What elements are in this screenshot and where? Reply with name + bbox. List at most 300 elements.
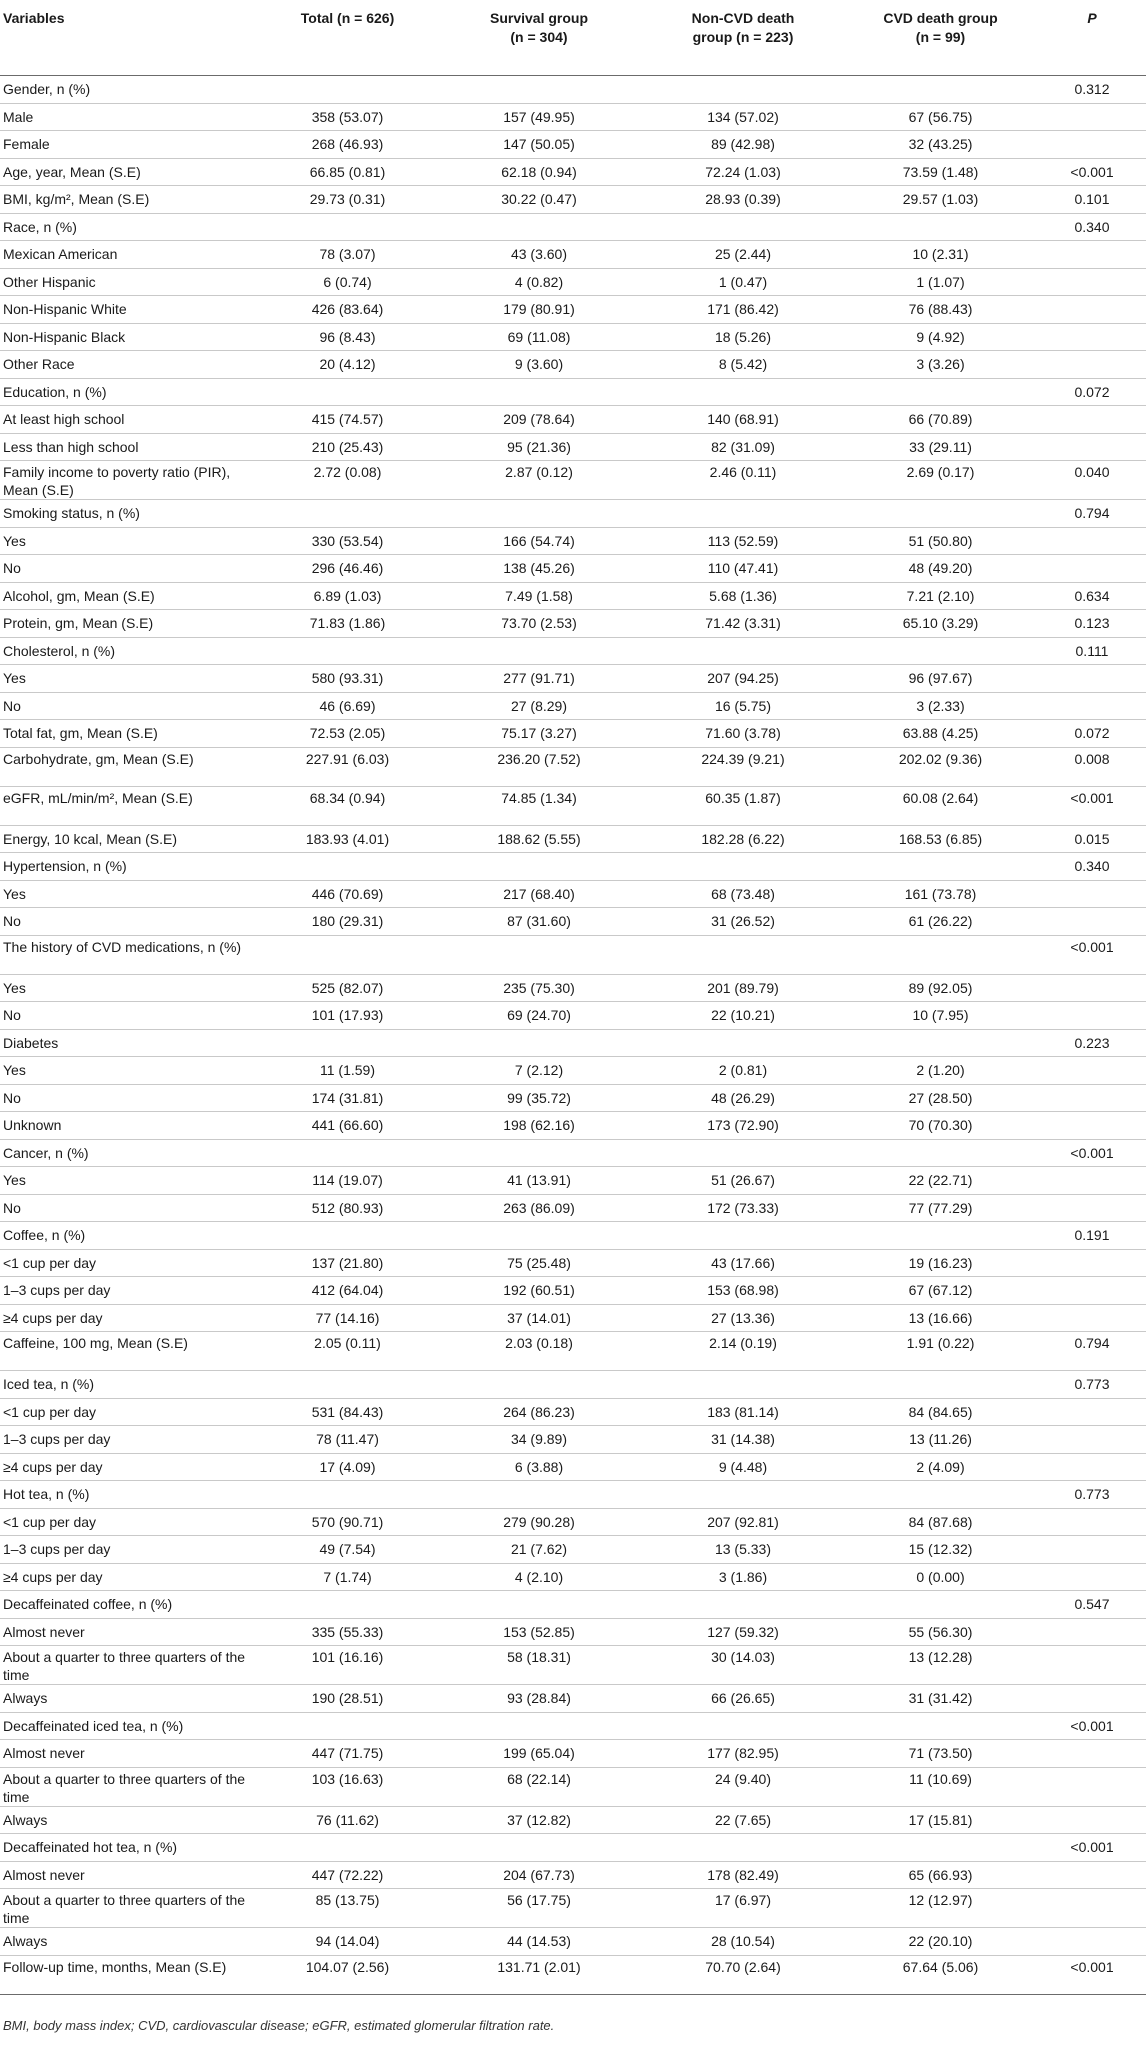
table-row: [0, 1084, 1146, 1112]
table-row: [0, 1712, 1146, 1740]
cell-noncvd: 1 (0.47): [718, 273, 768, 290]
cell-p: [1038, 103, 1146, 131]
row-label: 1–3 cups per day: [3, 1431, 111, 1448]
table-row: [0, 1426, 1146, 1454]
cell-total: 426 (83.64): [311, 301, 384, 318]
table-row: [0, 1806, 1146, 1834]
cell-p: <0.001: [1070, 1839, 1114, 1856]
cell-total: 531 (84.43): [311, 1403, 384, 1420]
cell-cvd: 67 (67.12): [908, 1282, 973, 1299]
cell-noncvd: 51 (26.67): [711, 1172, 775, 1189]
cell-survival: 264 (86.23): [503, 1403, 575, 1420]
cell-p: [1038, 433, 1146, 461]
cell-cvd: 65.10 (3.29): [902, 615, 979, 632]
cell-noncvd: 9 (4.48): [718, 1458, 768, 1475]
cell-cvd: [843, 1139, 1038, 1167]
cell-p: [1038, 1536, 1146, 1564]
cell-cvd: 84 (87.68): [908, 1513, 973, 1530]
cell-survival: 217 (68.40): [503, 885, 575, 902]
cell-total: 85 (13.75): [315, 1892, 380, 1908]
cell-survival: 153 (52.85): [503, 1623, 575, 1640]
cell-noncvd: 13 (5.33): [714, 1541, 772, 1558]
cell-p: [1038, 692, 1146, 720]
header-total: Total (n = 626): [300, 10, 395, 26]
cell-noncvd: 66 (26.65): [711, 1690, 775, 1707]
row-label: Education, n (%): [3, 383, 107, 400]
cell-noncvd: 2.46 (0.11): [709, 464, 777, 480]
row-label: eGFR, mL/min/m², Mean (S.E): [3, 789, 193, 806]
cell-total: 78 (11.47): [316, 1431, 379, 1448]
cell-cvd: 161 (73.78): [904, 885, 977, 902]
cell-survival: 56 (17.75): [507, 1892, 571, 1908]
table-row: [0, 1955, 1146, 1994]
cell-cvd: [843, 1481, 1038, 1509]
cell-total: [260, 500, 435, 528]
cell-total: 7 (1.74): [323, 1568, 372, 1585]
table-row: [0, 825, 1146, 853]
cell-survival: 62.18 (0.94): [501, 163, 577, 180]
table-row: [0, 406, 1146, 434]
cell-noncvd: 134 (57.02): [707, 108, 779, 125]
row-label: Hypertension, n (%): [3, 858, 127, 875]
cell-cvd: 32 (43.25): [908, 136, 973, 153]
table-row: [0, 1398, 1146, 1426]
table-row: [0, 1889, 1146, 1928]
cell-total: [260, 76, 435, 104]
cell-p: 0.340: [1074, 858, 1110, 875]
table-row: [0, 974, 1146, 1002]
table-row: [0, 1194, 1146, 1222]
cell-total: 2.72 (0.08): [313, 464, 382, 480]
row-label: Always: [3, 1690, 48, 1707]
header-variables: Variables: [3, 10, 65, 26]
cell-total: 101 (16.16): [311, 1649, 384, 1665]
cell-total: [260, 1834, 435, 1862]
cell-noncvd: 30 (14.03): [711, 1649, 775, 1665]
header-survival-line1: Survival group: [489, 10, 589, 26]
row-label: Diabetes: [3, 1034, 59, 1051]
cell-total: 72.53 (2.05): [309, 725, 386, 742]
cell-survival: 41 (13.91): [507, 1172, 571, 1189]
row-label: ≥4 cups per day: [3, 1309, 103, 1326]
cell-total: 68.34 (0.94): [309, 789, 386, 806]
cell-cvd: 76 (88.43): [908, 301, 973, 318]
row-label: No: [3, 1089, 21, 1106]
cell-survival: 157 (49.95): [503, 108, 575, 125]
cell-p: [1038, 1508, 1146, 1536]
cell-cvd: [843, 213, 1038, 241]
table-row: [0, 323, 1146, 351]
cell-total: [260, 213, 435, 241]
table-footnote: BMI, body mass index; CVD, cardiovascular disease; eGFR, estimated glomerular filtration rate.: [3, 2018, 555, 2033]
cell-total: 447 (71.75): [311, 1745, 384, 1762]
cell-noncvd: [643, 1222, 843, 1250]
cell-cvd: 17 (15.81): [908, 1811, 973, 1828]
row-label: 1–3 cups per day: [3, 1282, 111, 1299]
cell-survival: [435, 1481, 643, 1509]
cell-total: 296 (46.46): [311, 560, 384, 577]
cell-noncvd: 8 (5.42): [718, 356, 768, 373]
cell-p: 0.072: [1074, 383, 1110, 400]
cell-noncvd: 89 (42.98): [711, 136, 775, 153]
cell-cvd: 55 (56.30): [908, 1623, 973, 1640]
row-label: ≥4 cups per day: [3, 1568, 103, 1585]
cell-noncvd: [643, 1371, 843, 1399]
row-label: Alcohol, gm, Mean (S.E): [3, 587, 155, 604]
header-cvd-line2: (n = 99): [915, 29, 966, 45]
cell-p: [1038, 1563, 1146, 1591]
cell-cvd: 22 (22.71): [908, 1172, 973, 1189]
cell-noncvd: 171 (86.42): [707, 301, 779, 318]
row-label: No: [3, 697, 21, 714]
cell-survival: [435, 637, 643, 665]
table-row: [0, 378, 1146, 406]
cell-noncvd: 71.60 (3.78): [705, 725, 781, 742]
cell-p: 0.223: [1074, 1034, 1110, 1051]
cell-noncvd: 224.39 (9.21): [701, 750, 785, 767]
cell-noncvd: [643, 500, 843, 528]
table-row: [0, 1167, 1146, 1195]
cell-p: [1038, 1618, 1146, 1646]
cell-noncvd: 2 (0.81): [718, 1062, 768, 1079]
cell-p: [1038, 1084, 1146, 1112]
table-row: [0, 1861, 1146, 1889]
cell-total: 11 (1.59): [320, 1062, 375, 1079]
cell-cvd: 65 (66.93): [908, 1866, 973, 1883]
cell-cvd: 71 (73.50): [908, 1745, 973, 1762]
cell-survival: [435, 853, 643, 881]
cell-noncvd: [643, 637, 843, 665]
cell-noncvd: 173 (72.90): [707, 1117, 779, 1134]
table-row: [0, 1618, 1146, 1646]
cell-total: [260, 1712, 435, 1740]
cell-p: [1038, 1426, 1146, 1454]
cell-noncvd: 18 (5.26): [714, 328, 772, 345]
cell-survival: 87 (31.60): [507, 913, 571, 930]
cell-cvd: 19 (16.23): [908, 1254, 973, 1271]
row-label: Almost never: [3, 1623, 85, 1640]
table-row: [0, 1277, 1146, 1305]
row-label: <1 cup per day: [3, 1254, 97, 1271]
row-label: ≥4 cups per day: [3, 1458, 103, 1475]
cell-p: [1038, 1398, 1146, 1426]
cell-noncvd: [643, 853, 843, 881]
cell-total: 525 (82.07): [311, 979, 384, 996]
row-label: Caffeine, 100 mg, Mean (S.E): [3, 1335, 188, 1351]
cell-noncvd: 183 (81.14): [707, 1403, 779, 1420]
cell-cvd: 15 (12.32): [908, 1541, 973, 1558]
row-label: <1 cup per day: [3, 1513, 97, 1530]
row-label: Decaffeinated coffee, n (%): [3, 1596, 173, 1613]
row-label: Yes: [3, 1062, 26, 1079]
cell-p: [1038, 1740, 1146, 1768]
cell-noncvd: 25 (2.44): [714, 246, 772, 263]
table-row: [0, 853, 1146, 881]
cell-total: 76 (11.62): [316, 1811, 379, 1828]
cell-noncvd: 113 (52.59): [707, 532, 779, 549]
cell-total: 114 (19.07): [312, 1172, 383, 1189]
cell-cvd: [843, 378, 1038, 406]
cell-survival: 68 (22.14): [507, 1770, 571, 1787]
table-row: [0, 880, 1146, 908]
cell-survival: 204 (67.73): [503, 1866, 575, 1883]
table-row: [0, 1222, 1146, 1250]
cell-total: 190 (28.51): [311, 1690, 384, 1707]
cell-survival: 75.17 (3.27): [501, 725, 577, 742]
cell-total: 330 (53.54): [311, 532, 384, 549]
header-p: P: [1087, 10, 1097, 26]
cell-total: 268 (46.93): [311, 136, 384, 153]
cell-p: [1038, 1167, 1146, 1195]
row-label: About a quarter to three quarters of the time: [3, 1649, 246, 1683]
cell-noncvd: 22 (7.65): [714, 1811, 772, 1828]
cell-p: 0.340: [1074, 218, 1110, 235]
cell-survival: 7.49 (1.58): [505, 587, 573, 604]
table-row: [0, 1139, 1146, 1167]
table-row: [0, 555, 1146, 583]
cell-p: [1038, 1057, 1146, 1085]
row-label: Decaffeinated hot tea, n (%): [3, 1839, 178, 1856]
table-row: [0, 158, 1146, 186]
cell-total: 96 (8.43): [319, 328, 376, 345]
cell-total: 103 (16.63): [311, 1770, 384, 1787]
cell-cvd: 2.69 (0.17): [906, 464, 975, 480]
cell-survival: 34 (9.89): [510, 1431, 568, 1448]
cell-cvd: 61 (26.22): [908, 913, 973, 930]
row-label: Less than high school: [3, 438, 139, 455]
table-row: [0, 131, 1146, 159]
cell-p: 0.547: [1074, 1596, 1110, 1613]
cell-survival: 27 (8.29): [510, 697, 568, 714]
row-label: Family income to poverty ratio (PIR), Mean (S.E): [3, 464, 231, 498]
row-label: The history of CVD medications, n (%): [3, 938, 242, 955]
row-label: 1–3 cups per day: [3, 1541, 111, 1558]
table-row: [0, 351, 1146, 379]
cell-p: 0.111: [1075, 642, 1109, 659]
cell-p: <0.001: [1070, 789, 1114, 806]
cell-cvd: [843, 1222, 1038, 1250]
cell-p: [1038, 1112, 1146, 1140]
row-label: Carbohydrate, gm, Mean (S.E): [3, 750, 194, 767]
table-row: [0, 582, 1146, 610]
table-row: [0, 1112, 1146, 1140]
cell-p: [1038, 1646, 1146, 1685]
cell-noncvd: 28 (10.54): [711, 1933, 775, 1950]
cell-survival: 188.62 (5.55): [497, 830, 581, 847]
cell-cvd: 1 (1.07): [916, 273, 965, 290]
cell-noncvd: 43 (17.66): [711, 1254, 775, 1271]
row-label: Almost never: [3, 1866, 85, 1883]
row-label: No: [3, 913, 21, 930]
cell-cvd: 3 (2.33): [916, 697, 965, 714]
cell-p: [1038, 1685, 1146, 1713]
cell-cvd: 10 (2.31): [912, 246, 969, 263]
cell-p: 0.773: [1074, 1486, 1110, 1503]
row-label: About a quarter to three quarters of the time: [3, 1770, 246, 1805]
cell-total: 512 (80.93): [311, 1199, 384, 1216]
cell-total: [260, 1029, 435, 1057]
table-row: [0, 1591, 1146, 1619]
table-row: [0, 1563, 1146, 1591]
cell-p: [1038, 131, 1146, 159]
cell-cvd: [843, 76, 1038, 104]
row-label: Mexican American: [3, 246, 118, 263]
cell-survival: [435, 1222, 643, 1250]
cell-survival: 69 (24.70): [507, 1007, 571, 1024]
cell-survival: 99 (35.72): [507, 1089, 571, 1106]
table-row: [0, 500, 1146, 528]
row-label: Age, year, Mean (S.E): [3, 163, 141, 180]
cell-total: 580 (93.31): [311, 670, 384, 687]
cell-noncvd: [643, 1139, 843, 1167]
cell-p: [1038, 880, 1146, 908]
table-row: [0, 1029, 1146, 1057]
table-row: [0, 720, 1146, 748]
cell-survival: 198 (62.16): [503, 1117, 575, 1134]
cell-total: 66.85 (0.81): [309, 163, 386, 180]
cell-cvd: 13 (12.28): [908, 1649, 973, 1665]
cell-cvd: [843, 1371, 1038, 1399]
table-row: [0, 1685, 1146, 1713]
cell-cvd: 3 (3.26): [916, 356, 965, 373]
row-label: Decaffeinated iced tea, n (%): [3, 1717, 184, 1734]
cell-noncvd: 153 (68.98): [707, 1282, 779, 1299]
cell-noncvd: 2.14 (0.19): [709, 1335, 777, 1351]
row-label: Coffee, n (%): [3, 1227, 86, 1244]
row-label: No: [3, 1199, 21, 1216]
cell-cvd: [843, 853, 1038, 881]
cell-cvd: [843, 1834, 1038, 1862]
cell-noncvd: 172 (73.33): [707, 1199, 779, 1216]
cell-cvd: 1.91 (0.22): [906, 1335, 975, 1351]
cell-noncvd: 31 (14.38): [711, 1431, 775, 1448]
cell-noncvd: 201 (89.79): [707, 979, 779, 996]
table-body: [0, 76, 1146, 1995]
cell-total: 6.89 (1.03): [313, 587, 382, 604]
row-label: Cancer, n (%): [3, 1144, 89, 1161]
cell-survival: 74.85 (1.34): [501, 789, 577, 806]
table-row: [0, 241, 1146, 269]
cell-cvd: 48 (49.20): [908, 560, 973, 577]
cell-p: [1038, 1277, 1146, 1305]
cell-noncvd: 207 (94.25): [707, 670, 779, 687]
cell-noncvd: 48 (26.29): [711, 1089, 775, 1106]
cell-total: [260, 637, 435, 665]
cell-survival: 147 (50.05): [503, 136, 575, 153]
row-label: Male: [3, 108, 34, 125]
cell-p: <0.001: [1070, 1958, 1114, 1975]
cell-noncvd: [643, 1834, 843, 1862]
cell-total: [260, 378, 435, 406]
cell-survival: 75 (25.48): [507, 1254, 571, 1271]
cell-total: 210 (25.43): [311, 438, 384, 455]
table-row: [0, 76, 1146, 104]
cell-total: 180 (29.31): [311, 913, 384, 930]
cell-p: 0.123: [1074, 615, 1110, 632]
cell-total: [260, 1481, 435, 1509]
cell-total: [260, 1139, 435, 1167]
cell-p: 0.015: [1074, 830, 1110, 847]
row-label: Non-Hispanic Black: [3, 328, 126, 345]
cell-total: 446 (70.69): [311, 885, 384, 902]
header-row: [0, 0, 1146, 76]
table-row: [0, 1481, 1146, 1509]
row-label: No: [3, 1007, 21, 1024]
table-row: [0, 1249, 1146, 1277]
cell-total: 447 (72.22): [311, 1866, 384, 1883]
cell-p: [1038, 1002, 1146, 1030]
cell-survival: 69 (11.08): [507, 328, 571, 345]
cell-cvd: 60.08 (2.64): [902, 789, 979, 806]
cell-total: [260, 1222, 435, 1250]
row-label: Follow-up time, months, Mean (S.E): [3, 1958, 227, 1975]
header-survival-line2: (n = 304): [510, 29, 568, 45]
cell-cvd: [843, 1591, 1038, 1619]
cell-cvd: 9 (4.92): [916, 328, 965, 345]
cell-noncvd: 178 (82.49): [707, 1866, 779, 1883]
cell-noncvd: 27 (13.36): [711, 1309, 775, 1326]
cell-survival: [435, 1371, 643, 1399]
header-cvd-line1: CVD death group: [883, 10, 998, 26]
table-row: [0, 1002, 1146, 1030]
cell-p: 0.072: [1074, 725, 1110, 742]
cell-cvd: 51 (50.80): [908, 532, 973, 549]
row-label: Protein, gm, Mean (S.E): [3, 615, 154, 632]
cell-total: 415 (74.57): [311, 411, 384, 428]
cell-cvd: 96 (97.67): [908, 670, 973, 687]
cell-p: 0.634: [1074, 587, 1110, 604]
cell-survival: [435, 1029, 643, 1057]
cell-cvd: 22 (20.10): [908, 1933, 973, 1950]
row-label: Always: [3, 1811, 48, 1828]
cell-survival: 131.71 (2.01): [497, 1958, 581, 1975]
row-label: Total fat, gm, Mean (S.E): [3, 725, 158, 742]
cell-survival: 4 (2.10): [514, 1568, 564, 1585]
cell-survival: 30.22 (0.47): [501, 191, 577, 208]
row-label: Yes: [3, 979, 26, 996]
row-label: No: [3, 560, 21, 577]
cell-cvd: 7.21 (2.10): [906, 587, 975, 604]
cell-p: [1038, 1861, 1146, 1889]
table-row: [0, 103, 1146, 131]
row-label: About a quarter to three quarters of the time: [3, 1892, 246, 1926]
cell-total: 46 (6.69): [319, 697, 376, 714]
row-label: Yes: [3, 670, 26, 687]
cell-total: 49 (7.54): [319, 1541, 376, 1558]
cell-p: 0.312: [1074, 81, 1110, 98]
cell-p: 0.040: [1074, 464, 1110, 480]
table-row: [0, 692, 1146, 720]
cell-p: 0.008: [1074, 750, 1110, 767]
cell-total: 101 (17.93): [311, 1007, 384, 1024]
cell-survival: [435, 500, 643, 528]
table-row: [0, 747, 1146, 786]
row-label: Yes: [3, 1172, 26, 1189]
cell-cvd: 63.88 (4.25): [902, 725, 979, 742]
cell-noncvd: 68 (73.48): [711, 885, 775, 902]
row-label: Yes: [3, 885, 26, 902]
cell-noncvd: 110 (47.41): [707, 560, 779, 577]
table-row: [0, 268, 1146, 296]
cell-cvd: 168.53 (6.85): [898, 830, 983, 847]
cell-noncvd: 140 (68.91): [707, 411, 779, 428]
cell-cvd: 67.64 (5.06): [902, 1958, 979, 1975]
cell-noncvd: 3 (1.86): [718, 1568, 768, 1585]
cell-total: [260, 935, 435, 974]
cell-survival: 263 (86.09): [503, 1199, 575, 1216]
table-row: [0, 935, 1146, 974]
row-label: Other Hispanic: [3, 273, 96, 290]
